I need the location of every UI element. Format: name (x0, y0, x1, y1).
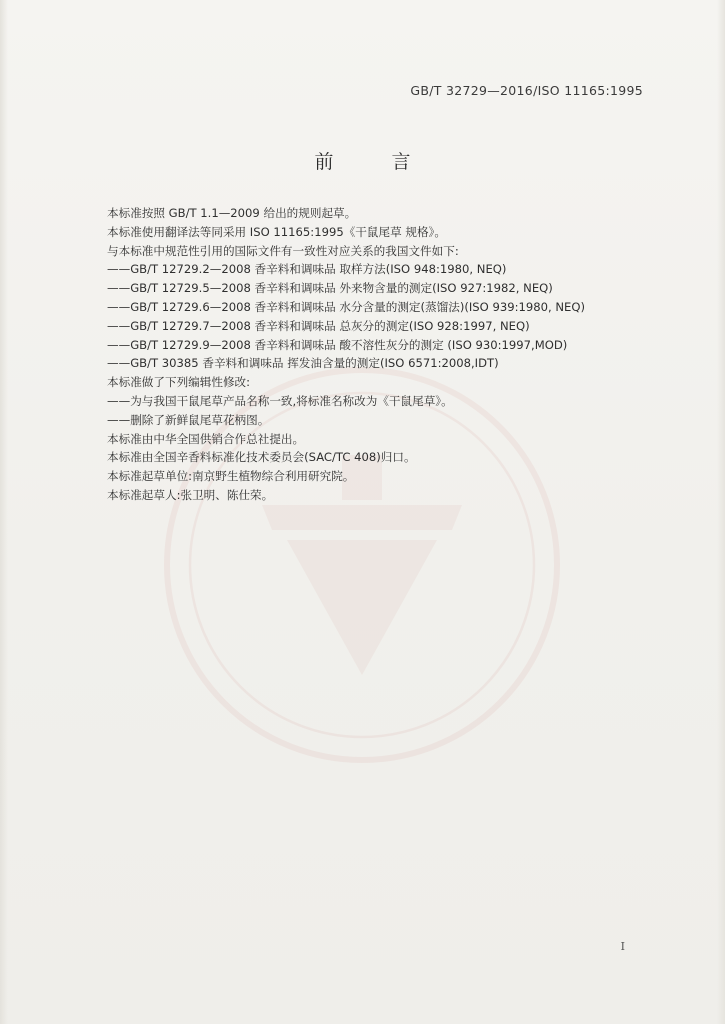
standard-code-header: GB/T 32729—2016/ISO 11165:1995 (410, 83, 643, 98)
foreword-content (107, 204, 667, 505)
paragraph-drafting-unit: 本标准起草单位:南京野生植物综合利用研究院。 (107, 469, 355, 484)
paragraph-normative-intro: 与本标准中规范性引用的国际文件有一致性对应关系的我国文件如下: (107, 243, 459, 258)
list-item: ——GB/T 12729.2—2008 香辛料和调味品 取样方法(ISO 948:1980, NEQ) (107, 262, 507, 277)
list-item: ——GB/T 12729.6—2008 香辛料和调味品 水分含量的测定(蒸馏法)(ISO 939:1980, NEQ) (107, 299, 586, 314)
list-item: ——删除了新鲜鼠尾草花柄图。 (107, 412, 270, 427)
page-title: 前 言 (314, 151, 437, 173)
paragraph-drafting-rules: 本标准按照 GB/T 1.1—2009 给出的规则起草。 (107, 206, 357, 220)
paragraph-proposer: 本标准由中华全国供销合作总社提出。 (107, 431, 305, 446)
paragraph-translation-method: 本标准使用翻译法等同采用 ISO 11165:1995《干鼠尾草 规格》。 (107, 224, 446, 239)
list-item: ——GB/T 12729.7—2008 香辛料和调味品 总灰分的测定(ISO 928:1997, NEQ) (107, 318, 530, 333)
normative-reference-list (107, 260, 667, 373)
list-item: ——GB/T 12729.9—2008 香辛料和调味品 酸不溶性灰分的测定 (ISO 930:1997,MOD) (107, 337, 568, 352)
list-item: ——GB/T 12729.5—2008 香辛料和调味品 外来物含量的测定(ISO 927:1982, NEQ) (107, 281, 553, 296)
edits-list (107, 392, 667, 430)
paragraph-edits-intro: 本标准做了下列编辑性修改: (107, 375, 251, 390)
page-number: I (620, 940, 625, 953)
paragraph-drafters: 本标准起草人:张卫明、陈仕荣。 (107, 487, 274, 502)
list-item: ——为与我国干鼠尾草产品名称一致,将标准名称改为《干鼠尾草》。 (107, 393, 453, 408)
paragraph-committee: 本标准由全国辛香料标准化技术委员会(SAC/TC 408)归口。 (107, 450, 416, 465)
list-item: ——GB/T 30385 香辛料和调味品 挥发油含量的测定(ISO 6571:2008,IDT) (107, 356, 499, 371)
